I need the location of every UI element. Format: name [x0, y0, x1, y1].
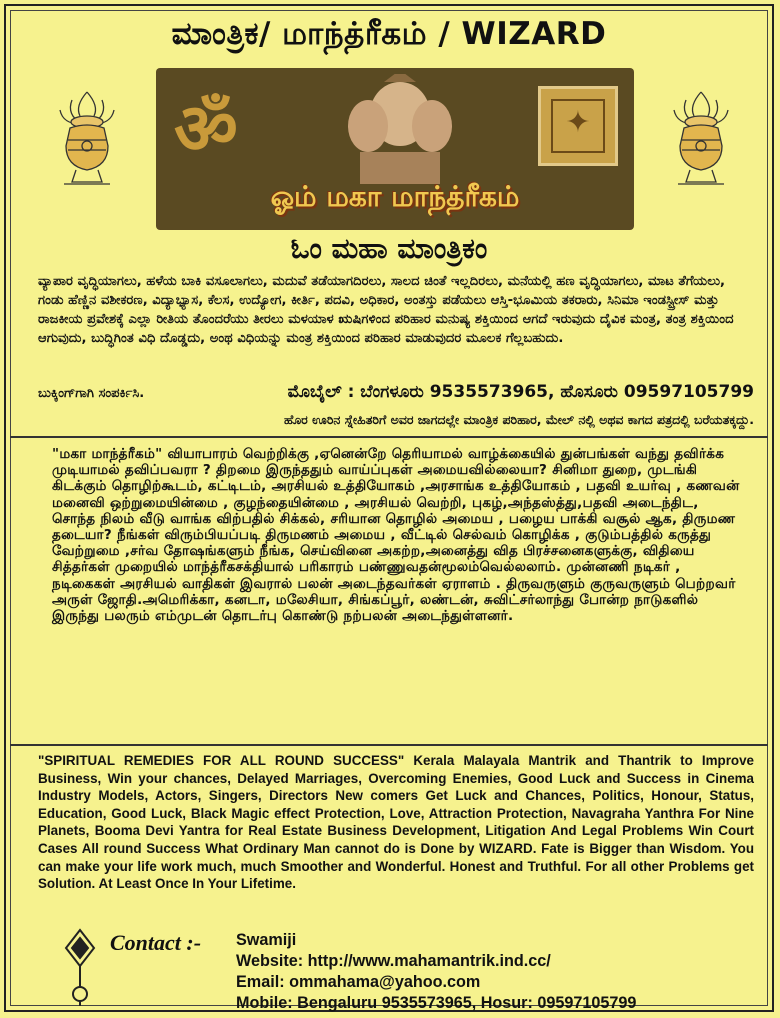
section-divider [10, 436, 768, 438]
trident-lamp-icon [60, 926, 100, 1006]
contact-label: Contact :- [110, 930, 202, 955]
kalash-right-icon [664, 86, 738, 190]
om-banner [156, 68, 634, 230]
contact-email[interactable]: Email: ommahama@yahoo.com [236, 973, 481, 991]
deity-faces-image [340, 74, 460, 184]
page-title: ಮಾಂತ್ರಿಕ/ மாந்த்ரீகம் / WIZARD [171, 16, 607, 52]
contact-mobile: Mobile: Bengaluru 9535573965, Hosur: 09597105799 [236, 994, 637, 1012]
booking-text: ಬುಕ್ಕಿಂಗ್‌ಗಾಗಿ ಸಂಪರ್ಕಿಸಿ. [38, 386, 145, 401]
kannada-heading: ಓಂ ಮಹಾ ಮಾಂತ್ರಿಕಂ [290, 232, 488, 265]
contact-website[interactable]: Website: http://www.mahamantrik.ind.cc/ [236, 952, 551, 970]
kannada-description: ವ್ಯಾಪಾರ ವೃದ್ಧಿಯಾಗಲು, ಹಳೆಯ ಬಾಕಿ ವಸೂಲಾಗಲು, ಮದುವೆ ತಡೆಯಾಗದಿರಲು, ಸಾಲದ ಚಿಂತೆ ಇಲ್ಲದಿರಲು, ಮನೆಯಲ್ಲಿ ಹಣ ವೃದ್ಧಿಯಾಗಲು, ಮಾಟ ತೆಗೆಯಲು, ಗಂಡು ಹೆಣ್ಣಿನ ವಶೀಕರಣ, ವಿದ್ಯಾಭ್ಯಾಸ, ಕೆಲಸ, ಉದ್ಯೋಗ, ಕೀರ್ತಿ, ಪದವಿ, ಅಧಿಕಾರ, ಅಂತಸ್ತು ಪಡೆಯಲು ಆಸ್ತಿ-ಭೂಮಿಯ ತಕರಾರು, ಸಿನಿಮಾ ಇಂಡಸ್ಟ್ರೀಸ್ ಮತ್ತು ರಾಜಕೀಯ ಪ್ರವೇಶಕ್ಕೆ ಎಲ್ಲಾ ರೀತಿಯ ತೊಂದರೆಯು ತೀರಲು ಮಳಯಾಳ ಋಷಿಗಳಿಂದ ಪರಿಹಾರ ಮನುಷ್ಯ ಶಕ್ತಿಯಿಂದ ಆಗದೆ ಇರುವುದು ದೈವಿಕ ಮಂತ್ರ, ತಂತ್ರ ಶಕ್ತಿಯಿಂದ ಆಗುವುದು, ಬುದ್ಧಿಗಿಂತ ವಿಧಿ ದೊಡ್ಡದು, ಅಂಥ ವಿಧಿಯನ್ನು ಮಂತ್ರ ಶಕ್ತಿಯಿಂದ ಪರಿಹಾರ ಮಾಡುವುದರ ಮೂಲಕ ಗೆಲ್ಲಬಹುದು. [38, 274, 734, 346]
kalash-left-icon [50, 86, 124, 190]
outstation-note: ಹೊರ ಊರಿನ ಸ್ನೇಹಿತರಿಗೆ ಅವರ ಜಾಗದಲ್ಲೇ ಮಾಂತ್ರಿಕ ಪರಿಹಾರ, ಮೇಲ್ ನಲ್ಲಿ ಅಥವ ಕಾಗದ ಪತ್ರದಲ್ಲಿ ಬರೆಯತಕ್ಕದ್ದು. [284, 412, 754, 427]
yantra-icon [538, 86, 618, 166]
english-description: "SPIRITUAL REMEDIES FOR ALL ROUND SUCCESS" Kerala Malayala Mantrik and Thantrik to Improve Business, Win your chances, Delayed Marriages, Overcoming Enemies, Good Luck and Success in Cinema Industry Models, Actors, Singers, Directors New comers Get Luck and Chances, Politics, Honour, Status, Education, Good Luck, Black Magic effect Protection, Love, Attraction Protection, Navagraha Yanthra For Nine Planets, Booma Devi Yantra for Real Estate Business Development, Litigation And Legal Problems Win Court Cases All round Success What Ordinary Man cannot do is Done by WIZARD. Fate is Bigger than Wisdom. You can make your life work much, much Smoother and Wonderful. Honest and Truthful. For all other Problems get Solution. At Least Once In Your Lifetime. [38, 753, 754, 892]
contact-details [236, 930, 636, 1014]
tamil-description: "மகா மாந்த்ரீகம்" வியாபாரம் வெற்றிக்கு ,ஏனென்றே தெரியாமல் வாழ்க்கையில் துன்பங்கள் வந்து தவிர்க்க முடியாமல் தவிப்பவரா ? திறமை இருந்ததும் வாய்ப்புகள் அமையவில்லையா? சினிமா துறை, முடங்கி கிடக்கும் தொழிற்கூடம், கட்டிடம், அரசியல் உத்தியோகம் ,அரசாங்க உத்தியோகம் , பதவி உயர்வு , கணவன் மனைவி ஒற்றுமையின்மை , குழந்தையின்மை , அரசியல் வெற்றி, புகழ்,அந்தஸ்த்து,பதவி அடைந்திட, சொந்த நிலம் வீடு வாங்க விற்பதில் சிக்கல், சரியான தொழில் அமைய , பழைய பாக்கி வசூல் ஆக, திருமண தடையா? நீங்கள் விரும்பியப்படி திருமணம் அமைய , வீட்டில் செல்வம் கொழிக்க , குடும்பத்தில் கருத்து வேற்றுமை ,சர்வ தோஷங்களும் நீங்க, செய்வினை அகற்ற,அனைத்து வித பிரச்சனைகளுக்கு, விதியை சித்தர்கள் முறையில் மாந்த்ரீகசக்தியால் பரிகாரம் பண்ணுவதன்மூலம்வெல்லலாம். முன்னணி நடிகர் , நடிகைகள் அரசியல் வாதிகள் இவரால் பலன் அடைந்தவர்கள் ஏராளம் . திருவருளும் குருவருளும் பெற்றவர் அருள் ஜோதி.அமெரிக்கா, கனடா, மலேசியா, சிங்கப்பூர், லண்டன், சுவிட்சர்லாந்து போன்ற நாடுகளில் இருந்து பலரும் எம்முடன் தொடர்பு கொண்டு நற்பலன் அடைந்துள்ளனர். [52, 446, 740, 625]
advertisement-page [4, 4, 774, 1012]
kannada-mobile-line: ಮೊಬೈಲ್ : ಬೆಂಗಳೂರು 9535573965, ಹೊಸೂರು 09597105799 [287, 382, 754, 402]
banner-caption: ஓம் மகா மாந்த்ரீகம் [270, 180, 520, 213]
om-symbol: ॐ [174, 87, 238, 170]
contact-name: Swamiji [236, 931, 297, 949]
section-divider [10, 744, 768, 746]
